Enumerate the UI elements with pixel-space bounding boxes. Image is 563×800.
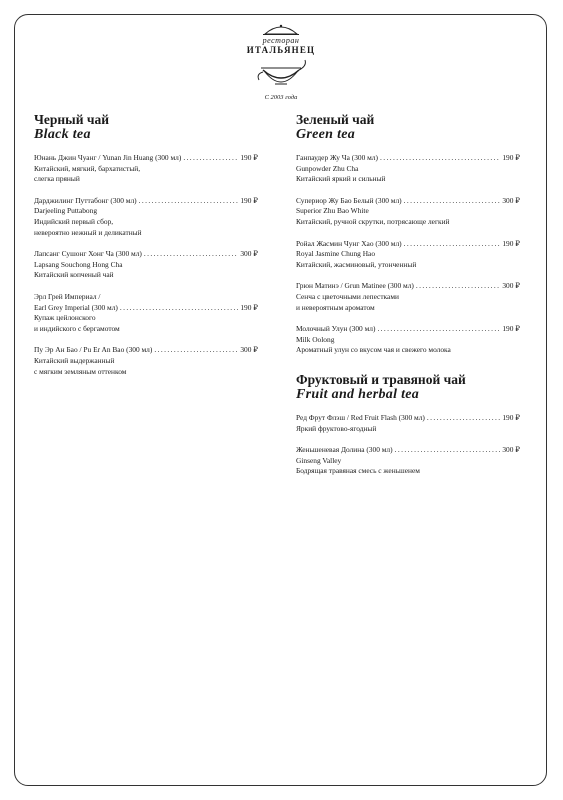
green-tea-column — [296, 112, 520, 488]
menu-item-superior-zhu-bao — [296, 196, 520, 228]
item-desc: с мягким земляным оттенком — [34, 366, 127, 376]
item-price: 190 ₽ — [502, 153, 520, 162]
item-price: 300 ₽ — [240, 249, 258, 259]
herbal-tea-section — [296, 372, 520, 477]
item-desc: Superior Zhu Bao White — [296, 206, 369, 216]
menu-item-ginseng-valley — [296, 445, 520, 477]
herbal-tea-title-ru: Фруктовый и травяной чай — [296, 371, 466, 387]
item-price: 190 ₽ — [240, 302, 258, 312]
item-desc: Индийский первый сбор, — [34, 216, 114, 226]
black-tea-title-ru: Черный чай — [34, 112, 110, 127]
item-name: Юнань Джин Чуанг / Yunan Jin Huang (300 мл) — [34, 153, 182, 162]
herbal-tea-title-en: Fruit and herbal tea — [296, 386, 420, 402]
black-tea-column — [34, 112, 258, 388]
menu-item-gunpowder — [296, 153, 520, 185]
restaurant-logo — [236, 22, 326, 122]
item-desc: Купаж цейлонского — [34, 313, 96, 323]
item-desc: Бодрящая травяная смесь с женьшенем — [296, 466, 420, 476]
item-name-pre: Эрл Грей Империал / — [34, 291, 101, 301]
item-desc: Китайский выдержанный — [34, 355, 115, 365]
logo-top-text: ресторан — [262, 36, 300, 45]
menu-item-milk-oolong — [296, 324, 520, 356]
teapot-icon — [253, 56, 309, 94]
item-name: Лапсанг Сушонг Хонг Ча (300 мл) — [34, 249, 142, 259]
item-desc: Ароматный улун со вкусом чая и свежего молока — [296, 345, 451, 355]
logo-since: С 2003 года — [264, 94, 298, 101]
menu-item-yunan — [34, 153, 258, 185]
green-tea-title-en: Green tea — [296, 127, 356, 142]
item-name: Молочный Улун (300 мл) — [296, 324, 376, 334]
menu-item-darjeeling — [34, 196, 258, 238]
item-desc: и индийского с бергамотом — [34, 323, 120, 333]
item-price: 300 ₽ — [502, 281, 520, 291]
item-desc: Gunpowder Zhu Cha — [296, 163, 359, 173]
black-tea-title-en: Black tea — [34, 127, 91, 142]
item-price: 190 ₽ — [240, 153, 258, 162]
menu-item-pu-er — [34, 345, 258, 377]
item-desc: Китайский копченый чай — [34, 270, 114, 280]
item-desc: Ginseng Valley — [296, 455, 342, 465]
item-price: 190 ₽ — [502, 238, 520, 248]
item-name: Супериор Жу Бао Белый (300 мл) — [296, 195, 402, 205]
item-desc: Китайский, мягкий, бархатистый, — [34, 163, 141, 173]
item-name: Женьшеневая Долина (300 мл) — [296, 445, 393, 455]
menu-item-royal-jasmine — [296, 239, 520, 271]
item-desc: Lapsang Souchong Hong Cha — [34, 259, 123, 269]
cloche-icon — [261, 22, 301, 36]
item-desc: и невероятным ароматом — [296, 302, 375, 312]
green-tea-title-ru: Зеленый чай — [296, 112, 375, 127]
item-name: Ганпаудер Жу Ча (300 мл) — [296, 153, 378, 162]
item-price: 300 ₽ — [502, 445, 520, 455]
item-price: 190 ₽ — [502, 324, 520, 334]
item-desc: Китайский, ручной скрутки, потрясающе легкий — [296, 216, 450, 226]
item-desc: Китайский, жасминовый, утонченный — [296, 259, 417, 269]
menu-item-earl-grey — [34, 292, 258, 334]
item-desc: Darjeeling Puttabong — [34, 206, 98, 216]
menu-item-lapsang — [34, 249, 258, 281]
item-price: 190 ₽ — [240, 195, 258, 205]
item-name: Пу Эр Ан Бао / Pu Er An Bao (300 мл) — [34, 345, 153, 355]
item-name: Ройал Жасмин Чунг Хао (300 мл) — [296, 238, 402, 248]
item-name: Earl Grey Imperial (300 мл) — [34, 302, 118, 312]
logo-brand: ИТАЛЬЯНЕЦ — [246, 45, 316, 55]
item-price: 190 ₽ — [502, 412, 520, 422]
item-desc: Royal Jasmine Chung Hao — [296, 249, 376, 259]
item-desc: Milk Oolong — [296, 334, 335, 344]
item-desc: Яркий фруктово-ягодный — [296, 423, 377, 433]
item-desc: Сенча с цветочными лепестками — [296, 291, 399, 301]
item-price: 300 ₽ — [240, 345, 258, 355]
item-desc: Китайский яркий и сильный — [296, 174, 386, 184]
item-name: Дарджилинг Путтабонг (300 мл) — [34, 195, 137, 205]
item-name: Ред Фрут Флэш / Red Fruit Flash (300 мл) — [296, 412, 425, 422]
menu-item-grun-matinee — [296, 281, 520, 313]
item-desc: слегка пряный — [34, 174, 80, 184]
item-price: 300 ₽ — [502, 195, 520, 205]
menu-item-red-fruit-flash — [296, 413, 520, 434]
item-desc: невероятно нежный и деликатный — [34, 227, 142, 237]
item-name: Грюн Матинэ / Grun Matinee (300 мл) — [296, 281, 414, 291]
